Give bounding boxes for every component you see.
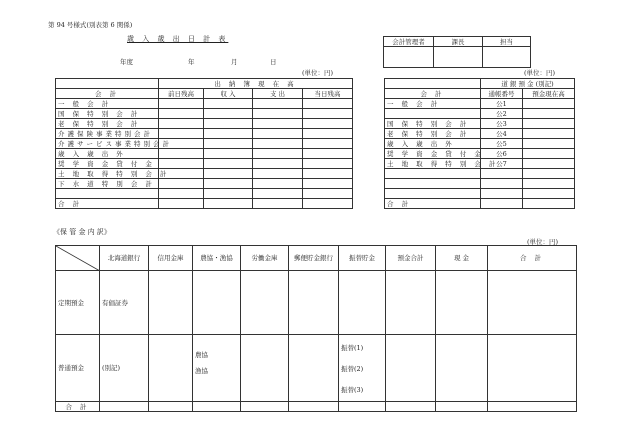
- deposit-row: [385, 119, 575, 129]
- bank-deposit-table: [384, 78, 575, 209]
- ledger-amount-cell[interactable]: [253, 129, 303, 139]
- deposit-amount-cell[interactable]: [523, 139, 575, 149]
- deposit-row-label: 土 地 取 得 特 別 会 計: [385, 159, 481, 169]
- ledger-amount-cell[interactable]: [303, 149, 353, 159]
- deposit-amount-cell[interactable]: [523, 159, 575, 169]
- ledger-amount-cell[interactable]: [204, 119, 253, 129]
- deposit-row-label: 奨 学 資 金 貸 付 金: [385, 149, 481, 159]
- deposit-row-label: 老 保 特 別 会 計: [385, 129, 481, 139]
- row-label-fixed: 定期預金: [56, 271, 100, 335]
- diagonal-line: [56, 246, 100, 271]
- deposit-amount-cell[interactable]: [523, 99, 575, 109]
- deposit-row-label: 歳 入 歳 出 外: [385, 139, 481, 149]
- col-shinkin: 信用金庫: [149, 246, 193, 271]
- form-number: 第 94 号様式(別表第 6 関係): [48, 21, 133, 29]
- approval-table: [383, 36, 531, 68]
- col-rokin: 労働金庫: [241, 246, 289, 271]
- col-transfer-savings: 振替貯金: [339, 246, 386, 271]
- col-header: 会 計: [385, 89, 481, 99]
- group-header: 道 銀 預 金 (別記): [481, 79, 575, 89]
- date-month-unit: 月: [231, 58, 238, 66]
- ledger-amount-cell[interactable]: [204, 129, 253, 139]
- ledger-row-label: 一 般 会 計: [56, 99, 159, 109]
- approval-label-manager: 会計管理者: [384, 37, 434, 47]
- ledger-amount-cell[interactable]: [303, 179, 353, 189]
- col-header: 収 入: [204, 89, 253, 99]
- deposit-row: [385, 179, 575, 189]
- ledger-amount-cell[interactable]: [253, 109, 303, 119]
- deposit-row-label: [385, 169, 481, 179]
- diagonal-corner: [56, 246, 100, 271]
- ledger-row-label: 合 計: [56, 199, 159, 209]
- ledger-amount-cell[interactable]: [204, 199, 253, 209]
- ledger-row-label: 介護サービス事業特別会計: [56, 139, 159, 149]
- col-total: 合 計: [488, 246, 577, 271]
- ledger-amount-cell[interactable]: [303, 109, 353, 119]
- ledger-row-label: 国 保 特 別 会 計: [56, 109, 159, 119]
- deposit-row-label: 国 保 特 別 会 計: [385, 119, 481, 129]
- gyokyo-label: 漁協: [195, 367, 208, 375]
- ledger-row-label: 奨 学 資 金 貸 付 金: [56, 159, 159, 169]
- row-label-ordinary: 普通預金: [56, 335, 100, 402]
- col-deposit-total: 預金合計: [386, 246, 436, 271]
- ledger-amount-cell[interactable]: [159, 109, 204, 119]
- col-header: 前日残高: [159, 89, 204, 99]
- deposit-amount-cell[interactable]: [523, 119, 575, 129]
- ledger-amount-cell[interactable]: [253, 189, 303, 199]
- ledger-amount-cell[interactable]: [303, 139, 353, 149]
- passbook-number: [481, 179, 523, 189]
- col-header: 通帳番号: [481, 89, 523, 99]
- ledger-amount-cell[interactable]: [253, 199, 303, 209]
- unit-label-right: (単位：円): [524, 69, 556, 77]
- group-header: 出 納 簿 現 在 高: [159, 79, 353, 89]
- ledger-amount-cell[interactable]: [159, 159, 204, 169]
- date-year-label: 年度: [120, 58, 133, 66]
- stamp-box[interactable]: [483, 47, 531, 68]
- date-day-unit: 日: [270, 58, 277, 66]
- col-header: 預金現在高: [523, 89, 575, 99]
- ledger-row: [56, 169, 353, 179]
- ledger-amount-cell[interactable]: [159, 189, 204, 199]
- deposit-row-label: [385, 189, 481, 199]
- ledger-row-label: [56, 189, 159, 199]
- ledger-row: [56, 199, 353, 209]
- passbook-number: 公7: [481, 159, 523, 169]
- ledger-amount-cell[interactable]: [159, 129, 204, 139]
- ledger-amount-cell[interactable]: [159, 179, 204, 189]
- ledger-amount-cell[interactable]: [204, 99, 253, 109]
- ledger-row: [56, 109, 353, 119]
- passbook-number: 公3: [481, 119, 523, 129]
- passbook-number: [481, 169, 523, 179]
- ledger-row: [56, 189, 353, 199]
- ledger-row: [56, 179, 353, 189]
- deposit-row-label: 一 般 会 計: [385, 99, 481, 109]
- row-label-total: 合 計: [56, 402, 100, 412]
- ledger-amount-cell[interactable]: [253, 139, 303, 149]
- ledger-row-label: 介護保険事業特別会計: [56, 129, 159, 139]
- ledger-amount-cell[interactable]: [204, 189, 253, 199]
- securities-note: 有価証券: [100, 271, 149, 335]
- deposit-amount-cell[interactable]: [523, 149, 575, 159]
- passbook-number: 公5: [481, 139, 523, 149]
- passbook-number: 公2: [481, 109, 523, 119]
- ledger-row: [56, 99, 353, 109]
- ledger-row: [56, 139, 353, 149]
- approval-label-staff: 担当: [483, 37, 531, 47]
- page-title: 歳 入 歳 出 日 計 表: [127, 35, 229, 43]
- ledger-amount-cell[interactable]: [204, 169, 253, 179]
- deposit-row: [385, 199, 575, 209]
- ledger-amount-cell[interactable]: [303, 169, 353, 179]
- ledger-row-label: 下 水 道 特 別 会 計: [56, 179, 159, 189]
- ledger-amount-cell[interactable]: [303, 199, 353, 209]
- deposit-row: [385, 169, 575, 179]
- col-hokkaido-bank: 北海道銀行: [100, 246, 149, 271]
- passbook-number: 公1: [481, 99, 523, 109]
- col-nokyo-gyokyo: 農協・漁協: [193, 246, 241, 271]
- ledger-amount-cell[interactable]: [253, 159, 303, 169]
- ledger-row-label: 歳 入 歳 出 外: [56, 149, 159, 159]
- ledger-amount-cell[interactable]: [303, 119, 353, 129]
- deposit-row: [385, 139, 575, 149]
- ledger-row: [56, 129, 353, 139]
- custody-table: [55, 245, 577, 412]
- ledger-row: [56, 119, 353, 129]
- ledger-row: [56, 149, 353, 159]
- ledger-row: [56, 159, 353, 169]
- ledger-amount-cell[interactable]: [159, 99, 204, 109]
- passbook-number: 公4: [481, 129, 523, 139]
- ledger-amount-cell[interactable]: [253, 149, 303, 159]
- deposit-row: [385, 149, 575, 159]
- ledger-amount-cell[interactable]: [253, 179, 303, 189]
- passbook-number: [481, 189, 523, 199]
- col-header: 支 出: [253, 89, 303, 99]
- ledger-amount-cell[interactable]: [204, 179, 253, 189]
- deposit-row: [385, 189, 575, 199]
- deposit-amount-cell[interactable]: [523, 129, 575, 139]
- stamp-box[interactable]: [384, 47, 434, 68]
- ledger-amount-cell[interactable]: [159, 199, 204, 209]
- col-yucho: 郵便貯金銀行: [289, 246, 339, 271]
- custody-unit: (単位：円): [527, 238, 559, 246]
- stamp-box[interactable]: [434, 47, 483, 68]
- deposit-amount-cell[interactable]: [523, 199, 575, 209]
- unit-label-left: (単位：円): [302, 69, 334, 77]
- ledger-amount-cell[interactable]: [303, 129, 353, 139]
- ledger-amount-cell[interactable]: [204, 159, 253, 169]
- separate-note: (別記): [100, 335, 149, 402]
- ledger-amount-cell[interactable]: [204, 149, 253, 159]
- ledger-amount-cell[interactable]: [303, 159, 353, 169]
- col-cash: 現 金: [436, 246, 488, 271]
- transfer-1-label: 振替(1): [341, 344, 364, 352]
- ledger-row-label: 土 地 取 得 特 別 会 計: [56, 169, 159, 179]
- ledger-amount-cell[interactable]: [253, 119, 303, 129]
- ledger-row-label: 老 保 特 別 会 計: [56, 119, 159, 129]
- nokyo-label: 農協: [195, 351, 208, 359]
- passbook-number: 公6: [481, 149, 523, 159]
- ledger-amount-cell[interactable]: [204, 139, 253, 149]
- ledger-amount-cell[interactable]: [159, 149, 204, 159]
- ledger-amount-cell[interactable]: [159, 119, 204, 129]
- ledger-amount-cell[interactable]: [253, 99, 303, 109]
- ledger-amount-cell[interactable]: [253, 169, 303, 179]
- transfer-2-label: 振替(2): [341, 365, 364, 373]
- approval-label-chief: 課長: [434, 37, 483, 47]
- deposit-amount-cell[interactable]: [523, 189, 575, 199]
- ledger-amount-cell[interactable]: [303, 99, 353, 109]
- deposit-amount-cell[interactable]: [523, 169, 575, 179]
- ledger-table: [55, 78, 353, 209]
- col-header: 会 計: [56, 89, 159, 99]
- deposit-row: [385, 99, 575, 109]
- custody-title: 《保 管 金 内 訳》: [53, 228, 111, 236]
- deposit-row: [385, 159, 575, 169]
- deposit-row-label: [385, 109, 481, 119]
- deposit-amount-cell[interactable]: [523, 109, 575, 119]
- date-year-unit: 年: [188, 58, 195, 66]
- col-header: 当日残高: [303, 89, 353, 99]
- ledger-amount-cell[interactable]: [204, 109, 253, 119]
- passbook-number: [481, 199, 523, 209]
- deposit-row-label: 合 計: [385, 199, 481, 209]
- deposit-row: [385, 109, 575, 119]
- deposit-amount-cell[interactable]: [523, 179, 575, 189]
- ledger-amount-cell[interactable]: [303, 189, 353, 199]
- transfer-3-label: 振替(3): [341, 386, 364, 394]
- deposit-row: [385, 129, 575, 139]
- deposit-row-label: [385, 179, 481, 189]
